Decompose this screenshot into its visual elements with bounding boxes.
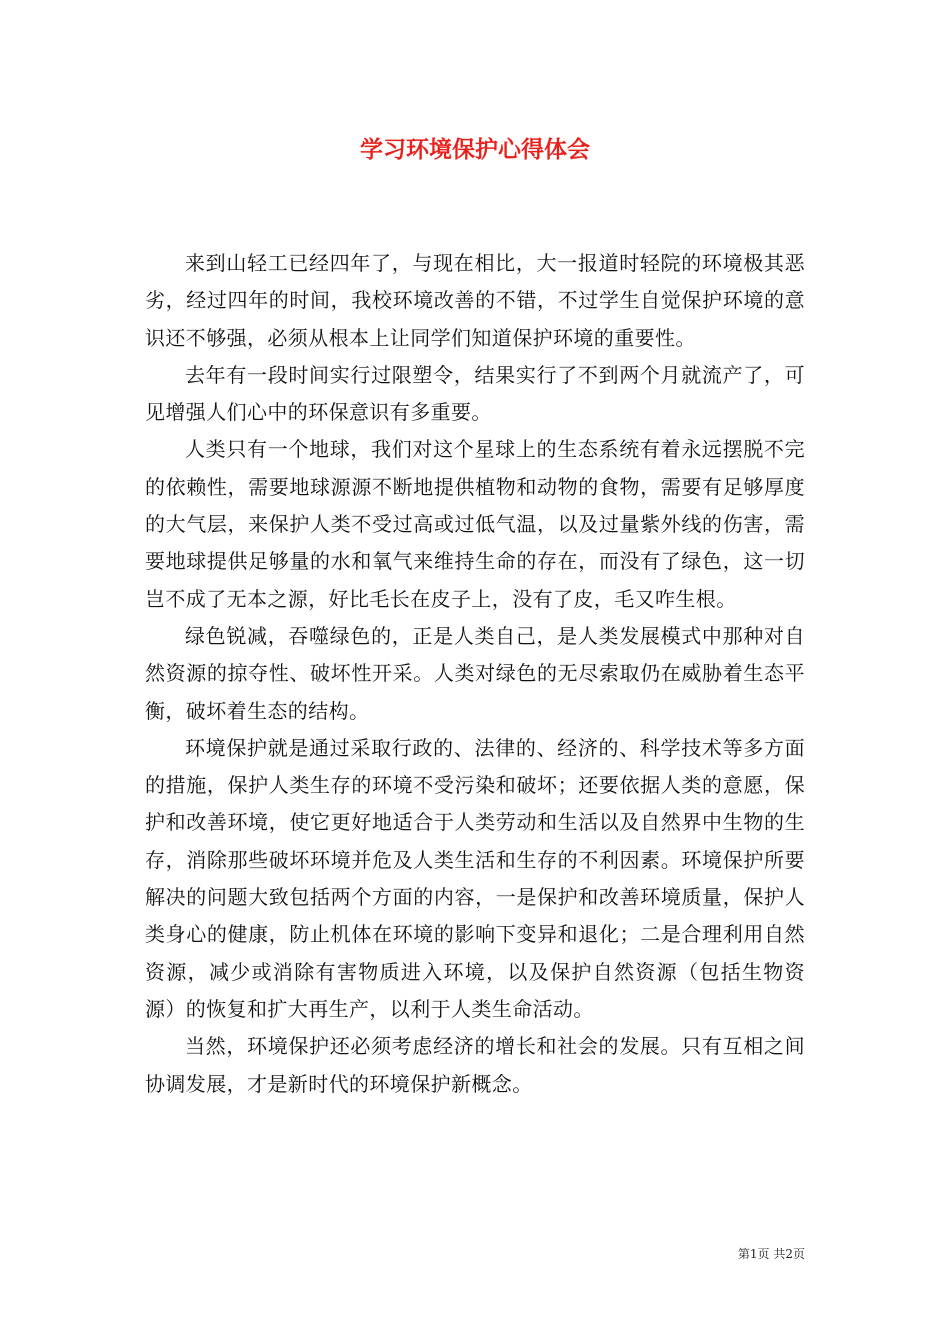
page-number: 第1页 共2页 — [737, 1247, 805, 1261]
document-body — [145, 245, 805, 1103]
paragraph-5: 环境保护就是通过采取行政的、法律的、经济的、科学技术等多方面的措施，保护人类生存的环境不受污染和破坏；还要依据人类的意愿，保护和改善环境，使它更好地适合于人类劳动和生活以及自然界中生物的生存，消除那些破坏环境并危及人类生活和生存的不利因素。环境保护所要解决的问题大致包括两个方面的内容，一是保护和改善环境质量，保护人类身心的健康，防止机体在环境的影响下变异和退化；二是合理利用自然资源，减少或消除有害物质进入环境，以及保护自然资源（包括生物资源）的恢复和扩大再生产，以利于人类生命活动。 — [145, 735, 805, 1021]
paragraph-3: 人类只有一个地球，我们对这个星球上的生态系统有着永远摆脱不完的依赖性，需要地球源源不断地提供植物和动物的食物，需要有足够厚度的大气层，来保护人类不受过高或过低气温，以及过量紫外线的伤害，需要地球提供足够量的水和氧气来维持生命的存在，而没有了绿色，这一切岂不成了无本之源，好比毛长在皮子上，没有了皮，毛又咋生根。 — [145, 437, 805, 611]
document-title: 学习环境保护心得体会 — [360, 136, 590, 163]
paragraph-1: 来到山轻工已经四年了，与现在相比，大一报道时轻院的环境极其恶劣，经过四年的时间，我校环境改善的不错，不过学生自觉保护环境的意识还不够强，必须从根本上让同学们知道保护环境的重要性。 — [145, 251, 805, 350]
paragraph-6: 当然，环境保护还必须考虑经济的增长和社会的发展。只有互相之间协调发展，才是新时代的环境保护新概念。 — [145, 1034, 805, 1096]
paragraph-2: 去年有一段时间实行过限塑令，结果实行了不到两个月就流产了，可见增强人们心中的环保意识有多重要。 — [145, 362, 805, 425]
paragraph-4: 绿色锐减，吞噬绿色的，正是人类自己，是人类发展模式中那种对自然资源的掠夺性、破坏性开采。人类对绿色的无尽索取仍在威胁着生态平衡，破坏着生态的结构。 — [145, 623, 805, 723]
